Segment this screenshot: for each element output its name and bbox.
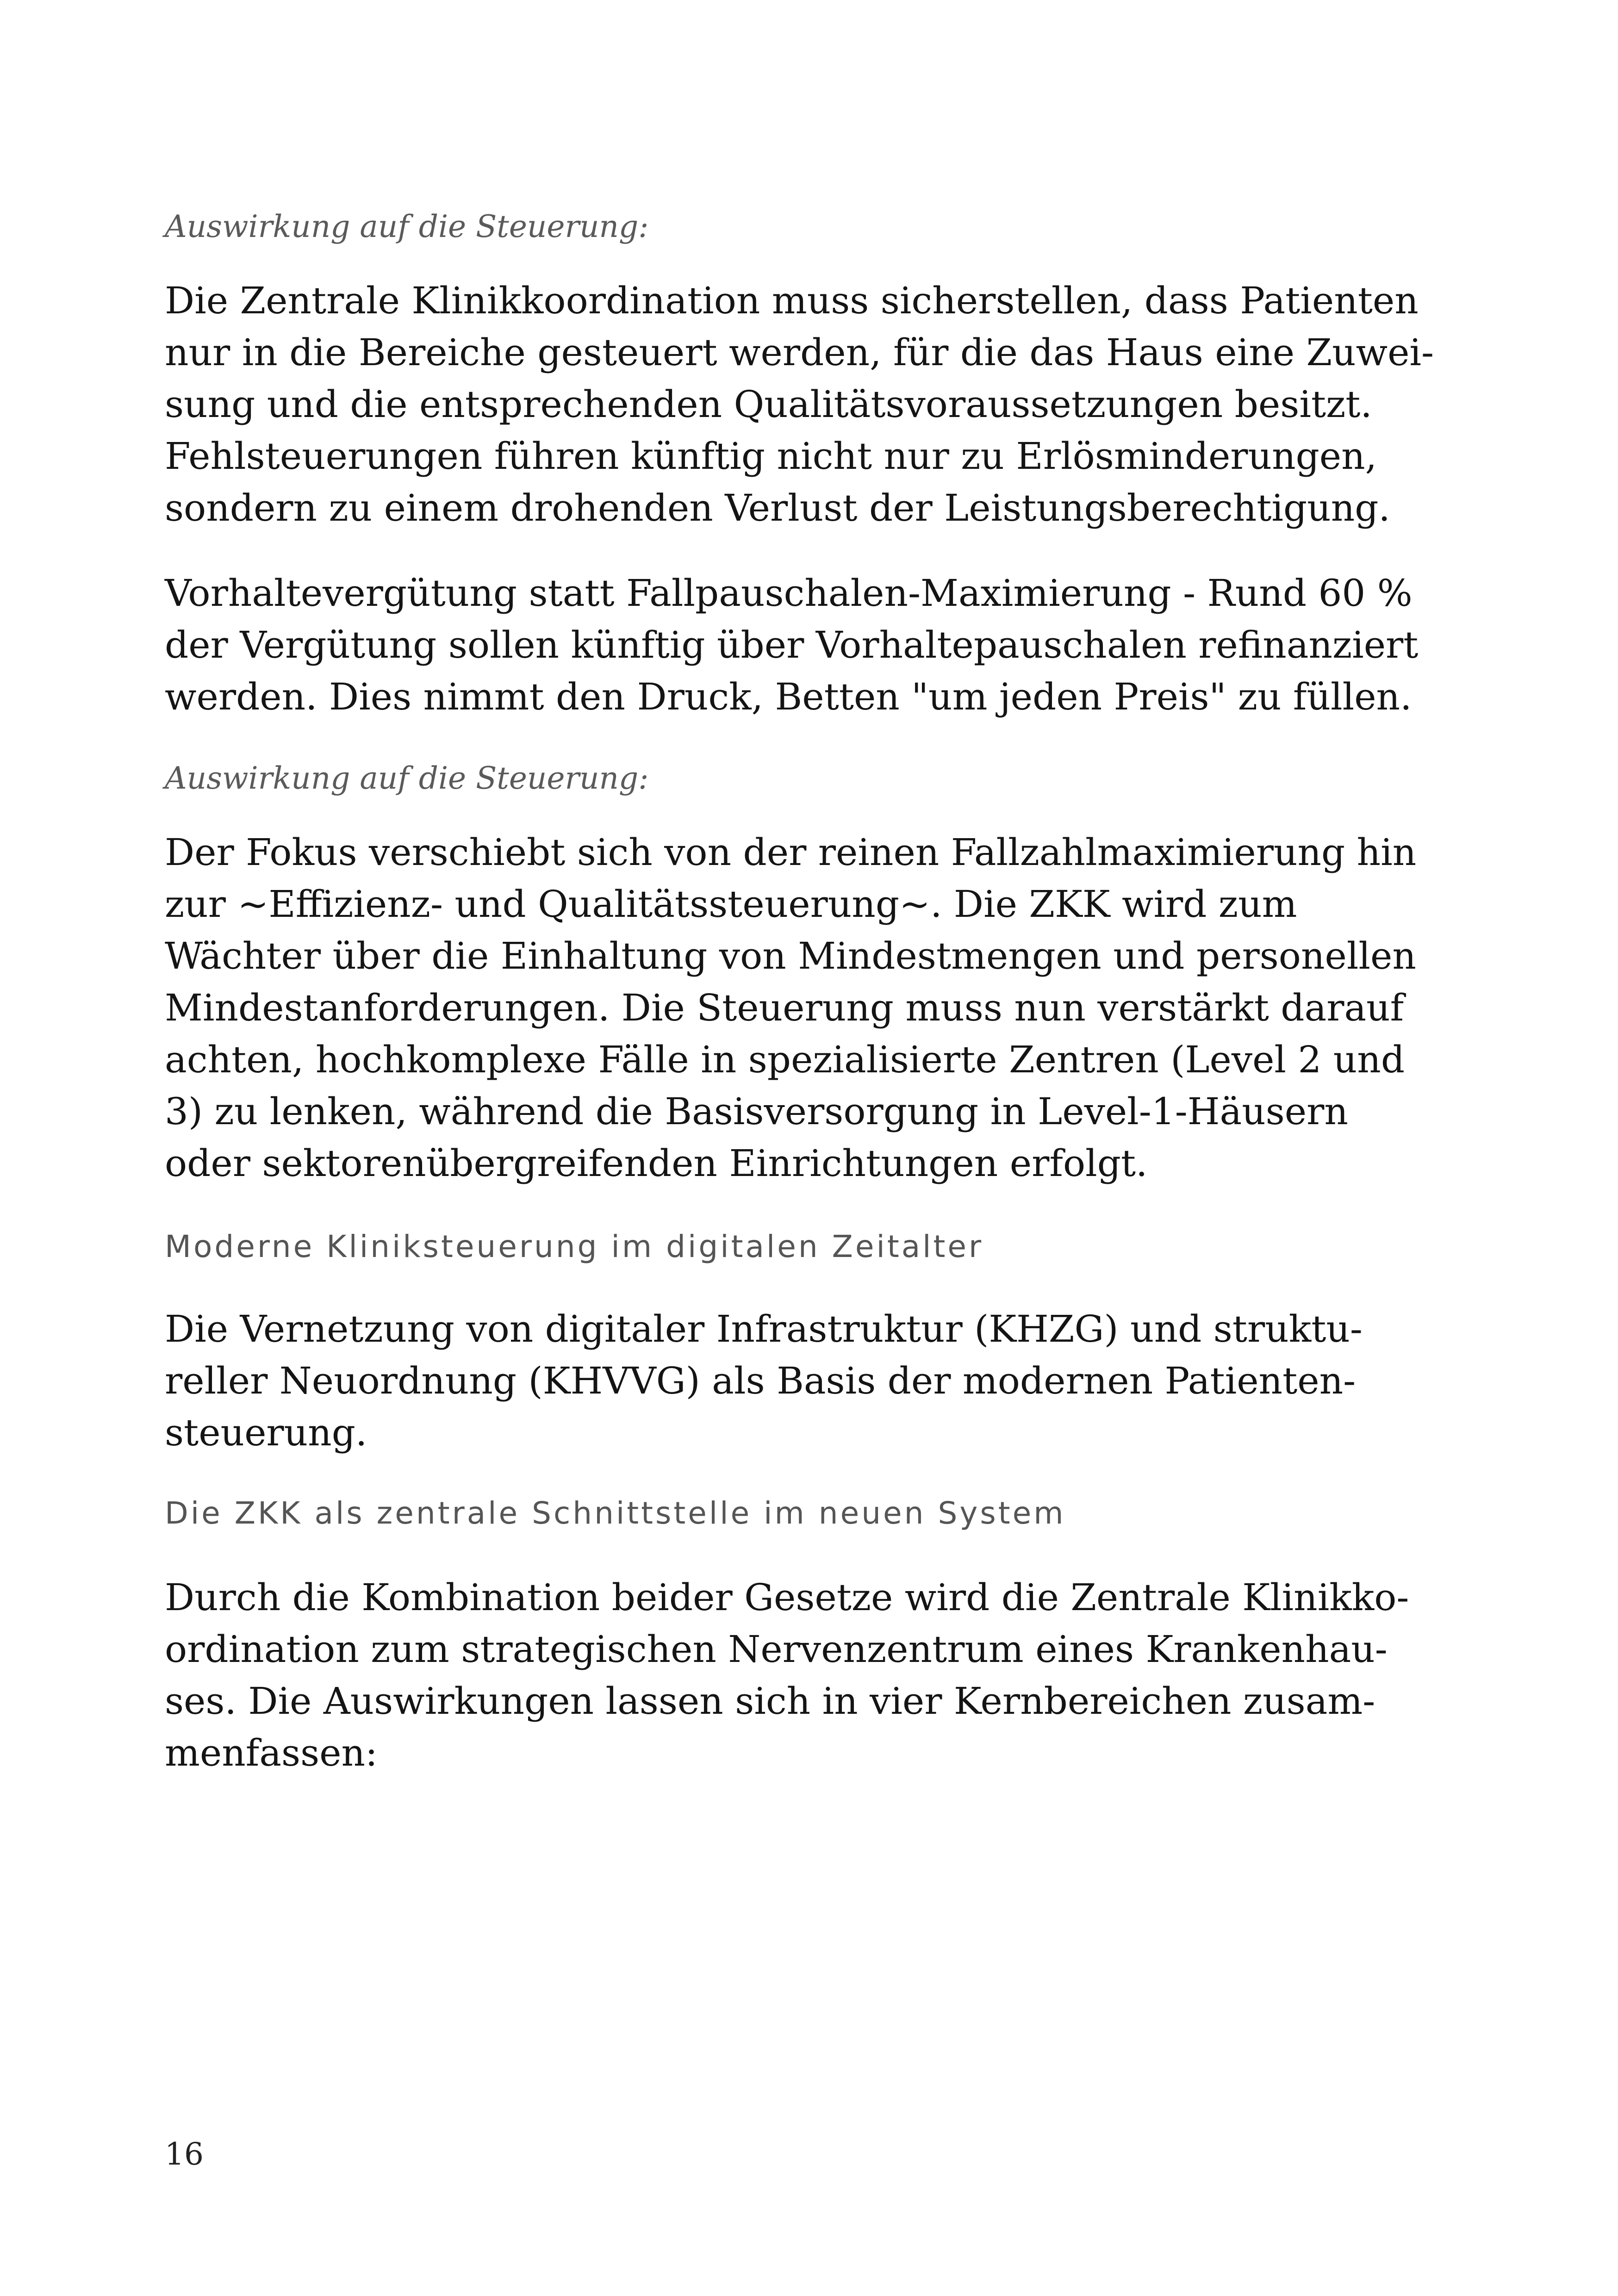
text-line: nur in die Bereiche gesteuert werden, für die das Haus eine Zuwei- — [165, 331, 1434, 374]
paragraph-2 — [165, 567, 1418, 723]
paragraph-1 — [165, 275, 1434, 534]
paragraph-5 — [165, 1572, 1409, 1779]
text-line: Durch die Kombination beider Gesetze wird die Zentrale Klinikko- — [165, 1576, 1409, 1619]
text-line: der Vergütung sollen künftig über Vorhaltepauschalen refinanziert — [165, 623, 1419, 666]
text-line: menfassen: — [165, 1731, 378, 1774]
text-line: Fehlsteuerungen führen künftig nicht nur zu Erlösminderungen, — [165, 435, 1377, 478]
text-line: ordination zum strategischen Nervenzentrum eines Krankenhau- — [165, 1628, 1388, 1671]
text-line: steuerung. — [165, 1411, 367, 1454]
paragraph-4 — [165, 1303, 1363, 1459]
section-heading-4: Die ZKK als zentrale Schnittstelle im neuen System — [165, 1495, 1066, 1531]
section-heading-2: Auswirkung auf die Steuerung: — [165, 760, 649, 796]
text-line: Der Fokus verschiebt sich von der reinen Fallzahlmaximierung hin — [165, 831, 1417, 874]
text-line: reller Neuordnung (KHVVG) als Basis der modernen Patienten- — [165, 1359, 1356, 1402]
paragraph-3 — [165, 827, 1416, 1189]
text-line: 3) zu lenken, während die Basisversorgung in Level-1-Häusern — [165, 1090, 1348, 1133]
text-line: oder sektorenübergreifenden Einrichtungen erfolgt. — [165, 1142, 1148, 1185]
text-line: Die Vernetzung von digitaler Infrastruktur (KHZG) und struktu- — [165, 1307, 1363, 1350]
text-line: achten, hochkomplexe Fälle in spezialisierte Zentren (Level 2 und — [165, 1038, 1405, 1081]
text-line: Mindestanforderungen. Die Steuerung muss nun verstärkt darauf — [165, 986, 1404, 1029]
text-line: sondern zu einem drohenden Verlust der Leistungsberechtigung. — [165, 486, 1390, 529]
text-line: sung und die entsprechenden Qualitätsvoraussetzungen besitzt. — [165, 383, 1372, 426]
section-heading-1: Auswirkung auf die Steuerung: — [165, 209, 649, 244]
text-line: ses. Die Auswirkungen lassen sich in vier Kernbereichen zusam- — [165, 1680, 1375, 1723]
text-line: Vorhaltevergütung statt Fallpauschalen-Maximierung - Rund 60 % — [165, 572, 1413, 615]
text-line: Die Zentrale Klinikkoordination muss sicherstellen, dass Patienten — [165, 279, 1419, 322]
page-number: 16 — [165, 2136, 204, 2172]
section-heading-3: Moderne Kliniksteuerung im digitalen Zeitalter — [165, 1229, 984, 1264]
text-line: Wächter über die Einhaltung von Mindestmengen und personellen — [165, 934, 1416, 977]
text-line: zur ~Effizienz- und Qualitätssteuerung~. Die ZKK wird zum — [165, 883, 1297, 926]
text-line: werden. Dies nimmt den Druck, Betten "um jeden Preis" zu füllen. — [165, 675, 1412, 718]
